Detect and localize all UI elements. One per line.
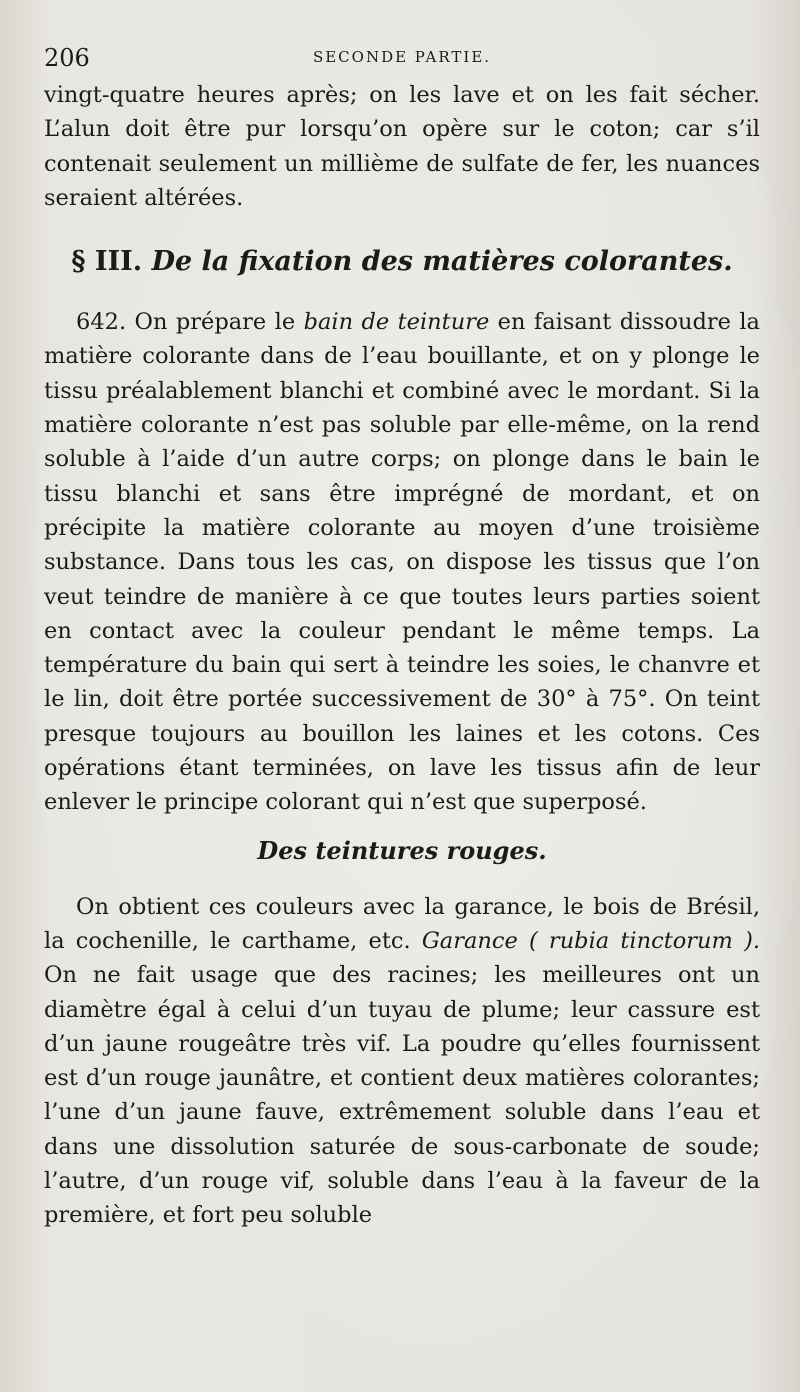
paragraph-642-start: 642. On prépare le: [76, 309, 304, 336]
paragraph-642: [44, 305, 760, 819]
subsection-heading: Des teintures rouges.: [257, 835, 547, 865]
section-number: § III.: [71, 246, 143, 278]
paragraph-garance: [44, 890, 760, 1233]
bain-de-teinture-term: bain de teinture: [303, 309, 490, 336]
paragraph-continuation: vingt-quatre heures après; on les lave et on les fait sécher. L’alun doit être pur lorsqu’on opère sur le coton; car s’il contenait seulement un millième de sulfate de fer, les nuances seraient altérées.: [44, 82, 760, 211]
garance-latin-name: Garance ( rubia tinctorum ).: [421, 927, 761, 954]
paragraph-642-rest: en faisant dissoudre la matière colorante dans de l’eau bouillante, et on y plonge le tissu préalablement blanchi et combiné avec le mordant. Si la matière colorante n’est pas soluble par elle-même, on la rend soluble à l’aide d’un autre corps; on plonge dans le bain le tissu blanchi et sans être imprégné de mordant, et on précipite la matière colorante au moyen d’une troisième substance. Dans tous les cas, on dispose les tissus que l’on veut teindre de manière à ce que toutes leurs parties soient en contact avec la couleur pendant le même temps. La température du bain qui sert à teindre les soies, le chanvre et le lin, doit être portée successivement de 30° à 75°. On teint presque toujours au bouillon les laines et les cotons. Ces opérations étant terminées, on lave les tissus afin de leur enlever le principe colorant qui n’est que superposé.: [44, 309, 760, 816]
paragraph-garance-rest: On ne fait usage que des racines; les meilleures ont un diamètre égal à celui d’un tuyau de plume; leur cassure est d’un jaune rougeâtre très vif. La poudre qu’elles fournissent est d’un rouge jaunâtre, et contient deux matières colorantes; l’une d’un jaune fauve, extrêmement soluble dans l’eau et dans une dissolution saturée de sous-carbonate de soude; l’autre, d’un rouge vif, soluble dans l’eau à la faveur de la première, et fort peu soluble: [44, 962, 760, 1229]
section-heading: [44, 245, 760, 279]
paragraph-garance-start: On obtient ces couleurs avec la garance, le bois de Brésil, la cochenille, le carthame, etc.: [44, 893, 760, 954]
section-title: De la fixation des matières colorantes.: [151, 246, 733, 278]
running-head: [44, 40, 760, 78]
page-number: 206: [44, 44, 90, 72]
running-title: SECONDE PARTIE.: [312, 48, 492, 66]
